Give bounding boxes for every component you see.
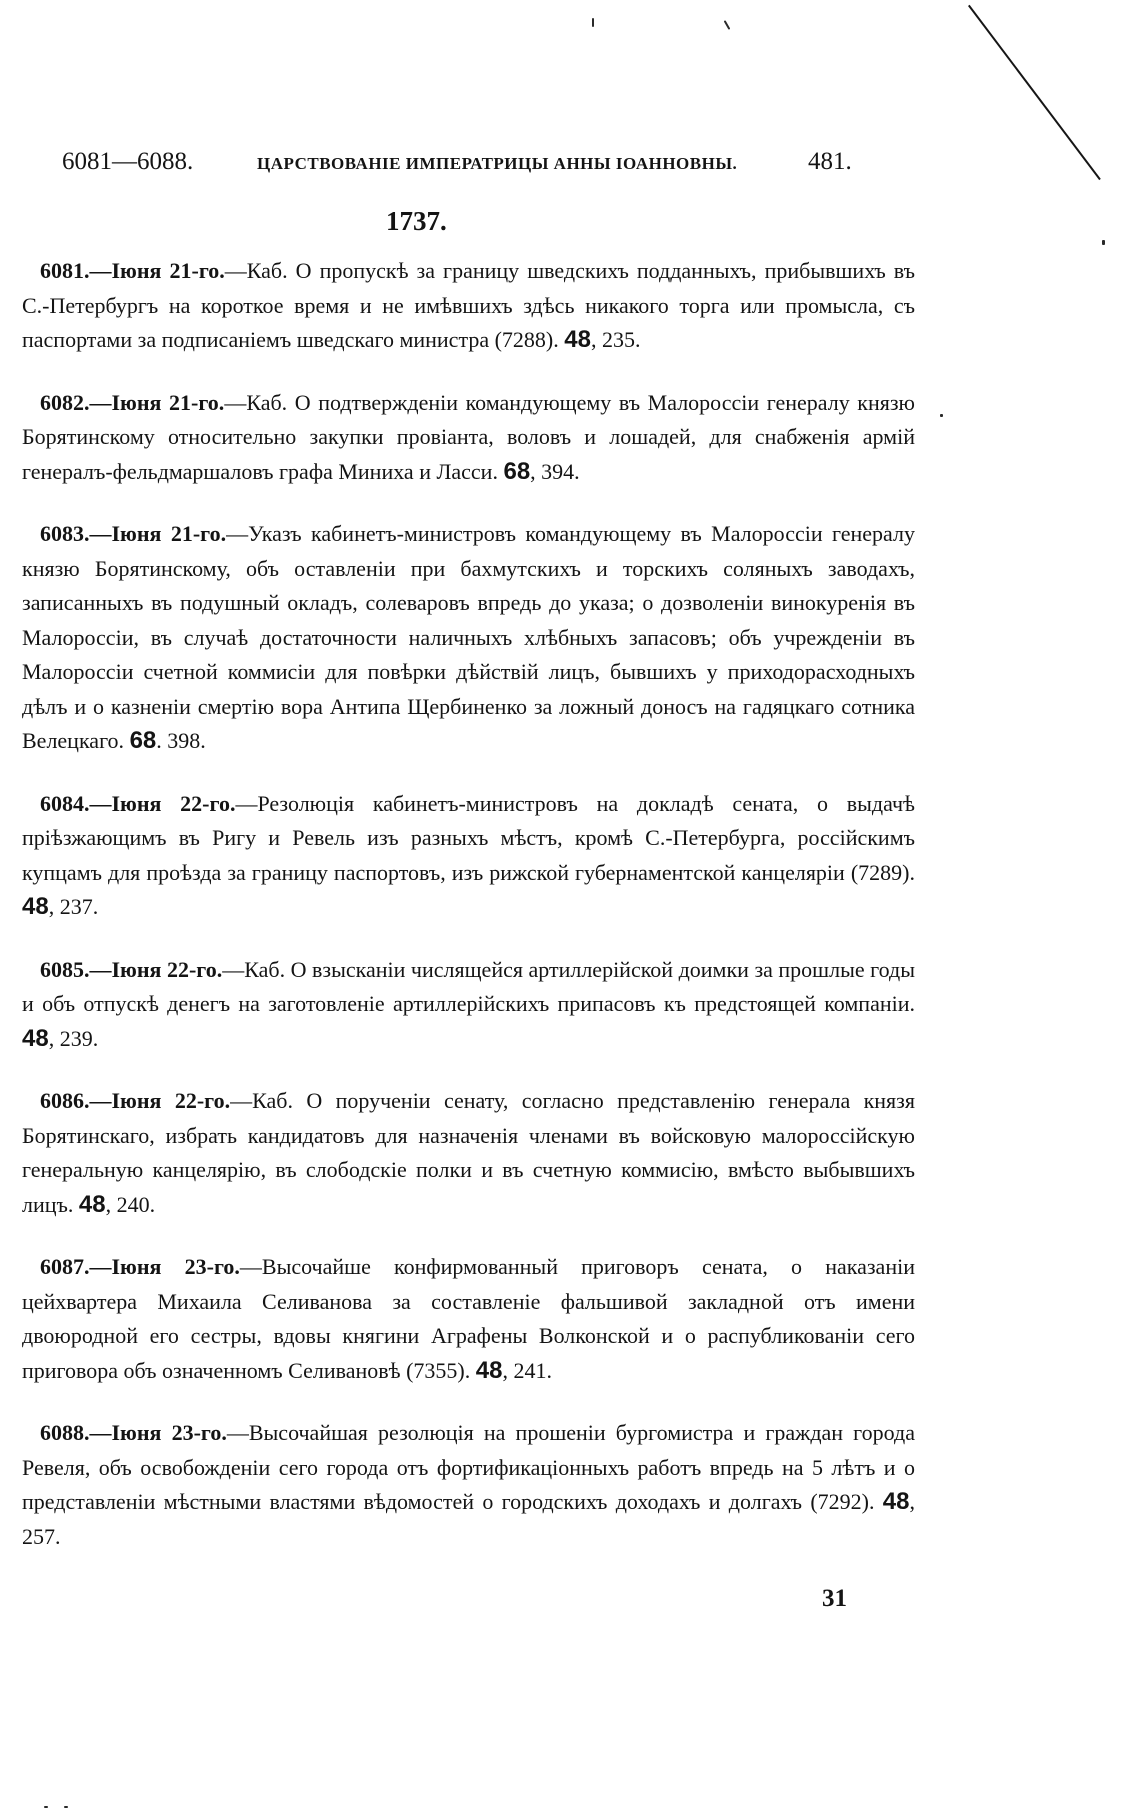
entry-6084 (22, 787, 915, 925)
entry-number: 6081. (40, 258, 90, 283)
entry-number: 6087. (40, 1254, 90, 1279)
entry-text: —Высочайше конфирмованный приговоръ сената, о наказаніи цейхвартера Михаила Селиванова за составленіе фальшивой закладной отъ имени двоюродной его сестры, вдовы княгини Аграфены Волконской и о распубликованіи сего приговора объ означенномъ Селивановѣ (7355). (22, 1254, 915, 1383)
entry-text: —Указъ кабинетъ-министровъ командующему въ Малороссіи генералу князю Борятинскому, объ оставленіи при бахмутскихъ и торскихъ соляныхъ заводахъ, записанныхъ въ подушный окладъ, солеваровъ впредь до указа; о дозволеніи винокуренія въ Малороссіи, въ случаѣ достаточности наличныхъ хлѣбныхъ запасовъ; объ учрежденіи въ Малороссіи счетной коммисіи для повѣрки дѣйствій лицъ, бывшихъ у приходорасходныхъ дѣлъ и о казненіи смертію вора Антипа Щербиненко за ложный доносъ на гадяцкаго сотника Велецкаго. (22, 521, 915, 753)
entry-date: —Іюня 21-го. (89, 258, 225, 283)
entry-text: —Каб. О пропускѣ за границу шведскихъ подданныхъ, прибывшихъ въ С.-Петербургъ на короткое время и не имѣвшихъ здѣсь никакого торга или промысла, съ паспортами за подписаніемъ шведскаго министра (7288). (22, 258, 915, 352)
entry-volume: 48 (882, 1488, 910, 1515)
scan-speck (724, 20, 731, 30)
scan-speck (64, 1806, 68, 1808)
entry-volume: 48 (22, 893, 49, 920)
scan-speck (592, 18, 594, 27)
entry-page: , 257. (22, 1489, 915, 1549)
entry-date: —Іюня 21-го. (89, 389, 225, 415)
entry-6087 (22, 1250, 915, 1388)
scan-speck (44, 1806, 48, 1808)
entry-6083 (22, 517, 915, 759)
entry-page: , 235. (590, 327, 641, 352)
entry-date: —Іюня 22-го. (89, 1088, 231, 1113)
entry-volume: 68 (503, 457, 531, 485)
entry-number: 6082. (40, 389, 90, 415)
entry-volume: 48 (78, 1190, 106, 1218)
signature-mark: 31 (822, 1585, 847, 1612)
year-heading: 1737. (386, 206, 447, 236)
entry-6088 (22, 1416, 915, 1554)
page-number: 481. (808, 148, 852, 175)
scan-speck (940, 414, 943, 417)
entry-date: —Іюня 22-го. (89, 790, 236, 816)
entry-volume: 68 (129, 727, 157, 754)
entry-date: —Іюня 22-го. (89, 956, 223, 982)
entry-number: 6088. (40, 1420, 90, 1445)
entry-text: —Резолюція кабинетъ-министровъ на докладѣ сената, о выдачѣ пріѣзжающимъ въ Ригу и Ревель изъ разныхъ мѣстъ, кромѣ С.-Петербурга, россійскимъ купцамъ для проѣзда за границу паспортовъ, изъ рижской губернаментской канцеляріи (7289). (22, 790, 915, 885)
entry-date: —Іюня 21-го. (89, 521, 227, 546)
entry-text: —Каб. О порученіи сенату, согласно представленію генерала князя Борятинскаго, избрать кандидатовъ для назначенія членами въ войсковую малороссійскую генеральную канцелярію, въ слободскіе полки и въ счетную коммисію, вмѣсто выбывшихъ лицъ. (22, 1088, 915, 1217)
entry-volume: 48 (564, 326, 591, 353)
running-title: ЦАРСТВОВАНІЕ ИМПЕРАТРИЦЫ АННЫ ІОАННОВНЫ. (257, 154, 738, 173)
entry-date: —Іюня 23-го. (89, 1420, 227, 1445)
entry-number: 6084. (40, 790, 90, 816)
entry-volume: 48 (22, 1024, 49, 1052)
scan-speck (1102, 240, 1105, 245)
entry-6082 (22, 386, 915, 490)
scan-edge-line (968, 5, 1101, 180)
entry-page: , 239. (48, 1025, 99, 1051)
entry-page: , 237. (48, 894, 99, 919)
entry-6081 (22, 254, 915, 358)
entry-text: —Каб. О подтвержденіи командующему въ Малороссіи генералу князю Борятинскому относительно закупки провіанта, воловъ и лошадей, для снабженія армій генералъ-фельдмаршаловъ графа Миниха и Ласси. (22, 389, 915, 484)
entry-range: 6081—6088. (62, 148, 194, 175)
entry-text: —Каб. О взысканіи числящейся артиллерійской доимки за прошлые годы и объ отпускѣ денегъ на заготовленіе артиллерійскихъ припасовъ къ предстоящей компаніи. (22, 956, 915, 1016)
entry-page: , 241. (502, 1357, 552, 1383)
entry-text: —Высочайшая резолюція на прошеніи бургомистра и граждан города Ревеля, объ освобожденіи сего города отъ фортификаціонныхъ работъ впредь на 5 лѣтъ и о представленіи мѣстными властями вѣдомостей о городскихъ доходахъ и долгахъ (7292). (22, 1420, 915, 1514)
entry-list (22, 254, 915, 1582)
entry-page: . 398. (156, 728, 206, 753)
entry-number: 6083. (40, 521, 90, 546)
entry-page: , 240. (105, 1191, 156, 1217)
entry-volume: 48 (475, 1356, 503, 1384)
running-header (62, 148, 862, 188)
entry-6086 (22, 1084, 915, 1222)
entry-number: 6085. (40, 956, 90, 982)
entry-number: 6086. (40, 1088, 90, 1113)
entry-date: —Іюня 23-го. (89, 1254, 240, 1279)
entry-6085 (22, 953, 915, 1057)
entry-page: , 394. (530, 458, 580, 484)
